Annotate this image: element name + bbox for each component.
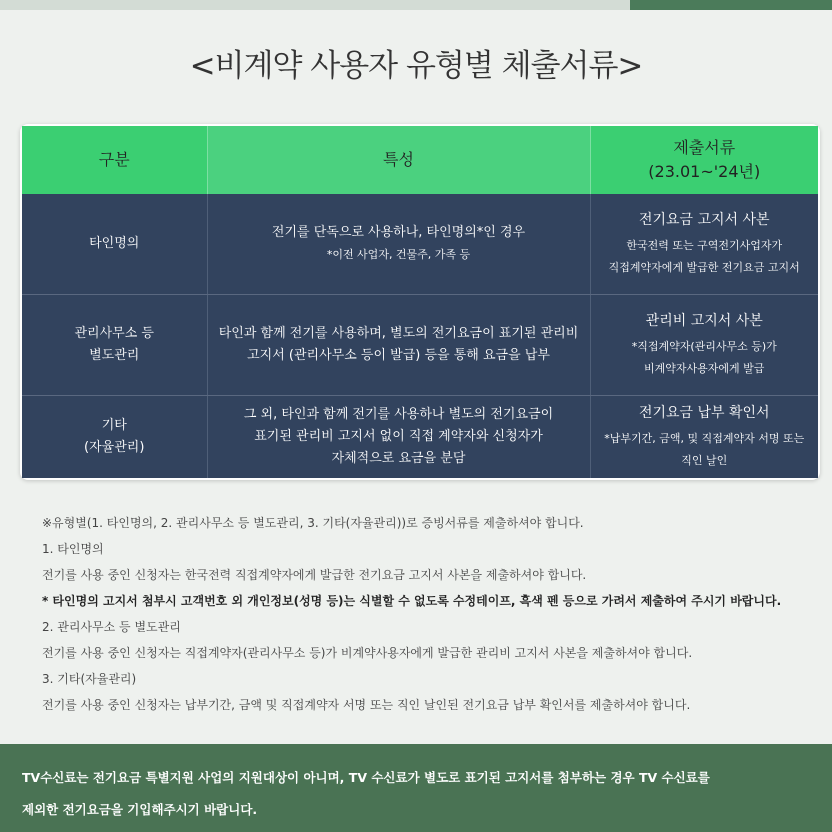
characteristic-text: 전기를 단독으로 사용하나, 타인명의*인 경우 [271, 224, 526, 240]
notes-text-other-name: 전기를 사용 중인 신청자는 한국전력 직접계약자에게 발급한 전기요금 고지서 사본을 제출하셔야 합니다. [42, 568, 587, 582]
notes-heading-self-managed: 3. 기타(자율관리) [42, 672, 137, 686]
document-detail: *직접계약자(관리사무소 등)가 [631, 339, 777, 353]
characteristic-cell [207, 194, 590, 294]
top-accent-bar [630, 0, 832, 10]
document-title: 전기요금 고지서 사본 [638, 211, 770, 228]
submission-notes [42, 510, 822, 718]
header-documents [590, 126, 818, 194]
documents-cell [590, 194, 818, 294]
characteristic-text: 고지서 (관리사무소 등이 발급) 등을 통해 요금을 납부 [247, 347, 550, 363]
characteristic-text: 자체적으로 요금을 분담 [331, 450, 466, 466]
header-documents-period: (23.01~'24년) [648, 162, 761, 181]
document-title: 전기요금 납부 확인서 [638, 404, 770, 421]
category-label: 기타 [101, 417, 127, 433]
document-title: 관리비 고지서 사본 [645, 312, 763, 329]
notes-intro: ※유형별(1. 타인명의, 2. 관리사무소 등 별도관리, 3. 기타(자율관리))로 증빙서류를 제출하셔야 합니다. [42, 516, 584, 530]
notes-heading-other-name: 1. 타인명의 [42, 542, 104, 556]
documents-table-card [20, 124, 820, 480]
documents-cell [590, 395, 818, 478]
category-cell [22, 294, 207, 395]
page-title: <비계약 사용자 유형별 체출서류> [189, 48, 643, 84]
tv-fee-notice-line: 제외한 전기요금을 기입해주시기 바랍니다. [22, 802, 258, 817]
table-row-self-managed [22, 395, 818, 478]
documents-cell [590, 294, 818, 395]
header-documents-label: 제출서류 [673, 138, 736, 157]
category-label: 관리사무소 등 [74, 325, 154, 341]
document-detail: 한국전력 또는 구역전기사업자가 [626, 238, 783, 252]
category-cell [22, 395, 207, 478]
category-cell [22, 194, 207, 294]
document-detail: 직인 날인 [681, 453, 728, 467]
top-decor-bar [0, 0, 630, 10]
characteristic-text: 그 외, 타인과 함께 전기를 사용하나 별도의 전기요금이 [243, 406, 554, 422]
category-label: 타인명의 [89, 235, 140, 251]
category-label: (자율관리) [84, 439, 145, 455]
table-row-other-name [22, 194, 818, 294]
tv-fee-notice [0, 744, 832, 832]
characteristic-cell [207, 395, 590, 478]
characteristic-text: 타인과 함께 전기를 사용하며, 별도의 전기요금이 표기된 관리비 [218, 325, 579, 341]
characteristic-text: 표기된 관리비 고지서 없이 직접 계약자와 신청자가 [254, 428, 543, 444]
tv-fee-notice-line: TV수신료는 전기요금 특별지원 사업의 지원대상이 아니며, TV 수신료가 별도로 표기된 고지서를 첨부하는 경우 TV 수신료를 [22, 770, 710, 785]
table-header-row [22, 126, 818, 194]
header-category: 구분 [22, 126, 207, 194]
notes-text-self-managed: 전기를 사용 중인 신청자는 납부기간, 금액 및 직접계약자 서명 또는 직인 날인된 전기요금 납부 확인서를 제출하셔야 합니다. [42, 698, 691, 712]
characteristic-cell [207, 294, 590, 395]
header-characteristic: 특성 [207, 126, 590, 194]
table-row-management-office [22, 294, 818, 395]
category-label: 별도관리 [89, 347, 140, 363]
documents-table [22, 126, 818, 478]
notes-heading-management-office: 2. 관리사무소 등 별도관리 [42, 620, 181, 634]
document-detail: 직접계약자에게 발급한 전기요금 고지서 [608, 260, 800, 274]
characteristic-note: *이전 사업자, 건물주, 가족 등 [326, 247, 471, 261]
notes-privacy-warning: * 타인명의 고지서 첨부시 고객번호 외 개인정보(성명 등)는 식별할 수 없도록 수정테이프, 흑색 펜 등으로 가려서 제출하여 주시기 바랍니다. [42, 594, 782, 608]
document-detail: 비계약자사용자에게 발급 [644, 361, 765, 375]
document-detail: *납부기간, 금액, 및 직접계약자 서명 또는 [604, 431, 805, 445]
notes-text-management-office: 전기를 사용 중인 신청자는 직접계약자(관리사무소 등)가 비계약사용자에게 발급한 관리비 고지서 사본을 제출하셔야 합니다. [42, 646, 693, 660]
